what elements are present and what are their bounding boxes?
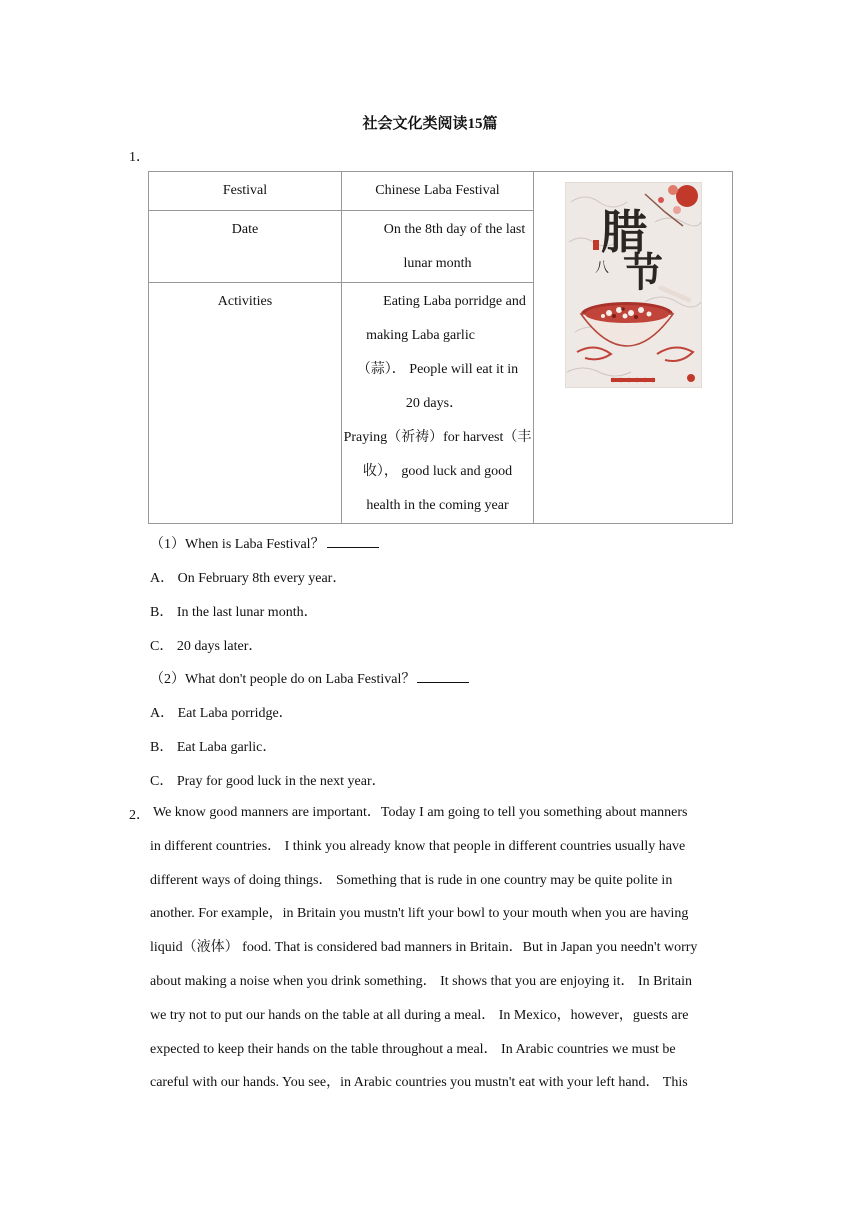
answer-blank[interactable] (417, 670, 469, 683)
laba-poster-image (565, 182, 702, 388)
date-value-cell (342, 211, 534, 283)
question-1-1 (150, 533, 379, 553)
date-value-line: On the 8th day of the last (383, 222, 526, 237)
option-c: C． Pray for good luck in the next year． (150, 774, 386, 789)
activities-value (342, 283, 533, 523)
option-c: C． 20 days later． (150, 639, 263, 654)
question-1-number: 1． (129, 150, 150, 165)
laba-poster-svg (565, 182, 702, 388)
question-text: （1）When is Laba Festival？ (150, 537, 325, 552)
option-b: B． Eat Laba garlic． (150, 740, 277, 755)
festival-label-cell (149, 172, 342, 211)
question-2-number: 2． (129, 808, 150, 823)
activities-line: making Laba garlic (366, 328, 475, 343)
passage-line: different ways of doing things． Something that is rude in one country may be quite polite in (150, 872, 673, 888)
activities-line: Praying（祈祷）for harvest（丰 (343, 430, 532, 445)
svg-text:八: 八 (594, 260, 609, 276)
option-a: A． On February 8th every year． (150, 571, 347, 586)
activities-label: Activities (217, 294, 273, 309)
activities-line: Eating Laba porridge and (383, 294, 526, 309)
activities-line: 20 days． (405, 396, 464, 411)
question-text: （2）What don't people do on Laba Festival？ (150, 672, 416, 687)
date-value-line: lunar month (403, 256, 472, 271)
passage-line: We know good manners are important．Today I am going to tell you something about manners (153, 805, 688, 820)
document-title: 社会文化类阅读15篇 (362, 116, 498, 132)
passage-line: about making a noise when you drink something． It shows that you are enjoying it． In Britain (150, 973, 693, 989)
date-label: Date (231, 222, 259, 237)
passage-line: liquid（液体） food. That is considered bad manners in Britain．But in Japan you needn't worry (150, 940, 698, 956)
option-a: A． Eat Laba porridge． (150, 706, 293, 721)
passage-line: we try not to put our hands on the table at all during a meal． In Mexico，however，guests are (150, 1007, 689, 1023)
question-1-2 (150, 668, 469, 688)
activities-value-cell (342, 283, 534, 524)
festival-value: Chinese Laba Festival (375, 183, 500, 198)
festival-value-cell (342, 172, 534, 211)
svg-text:腊: 腊 (600, 205, 647, 259)
svg-text:节: 节 (622, 249, 663, 296)
activities-label-cell (149, 283, 342, 524)
passage-line: in different countries． I think you already know that people in different countries usually have (150, 838, 686, 854)
passage-line: another. For example，in Britain you mustn't lift your bowl to your mouth when you are having (150, 906, 689, 922)
answer-blank[interactable] (327, 535, 379, 548)
activities-line: health in the coming year (366, 498, 509, 513)
festival-info-table (148, 171, 733, 524)
poster-cell (534, 172, 733, 524)
question-2-passage (150, 796, 732, 1100)
date-label-cell (149, 211, 342, 283)
date-value (342, 211, 533, 281)
option-b: B． In the last lunar month． (150, 605, 318, 620)
activities-line: （蒜）． People will eat it in (356, 362, 519, 377)
passage-line: careful with our hands. You see，in Arabic countries you mustn't eat with your left hand． This (150, 1075, 688, 1091)
festival-label: Festival (222, 183, 268, 198)
activities-line: 收）， good luck and good (362, 464, 513, 479)
passage-line: expected to keep their hands on the table throughout a meal． In Arabic countries we must be (150, 1041, 676, 1057)
